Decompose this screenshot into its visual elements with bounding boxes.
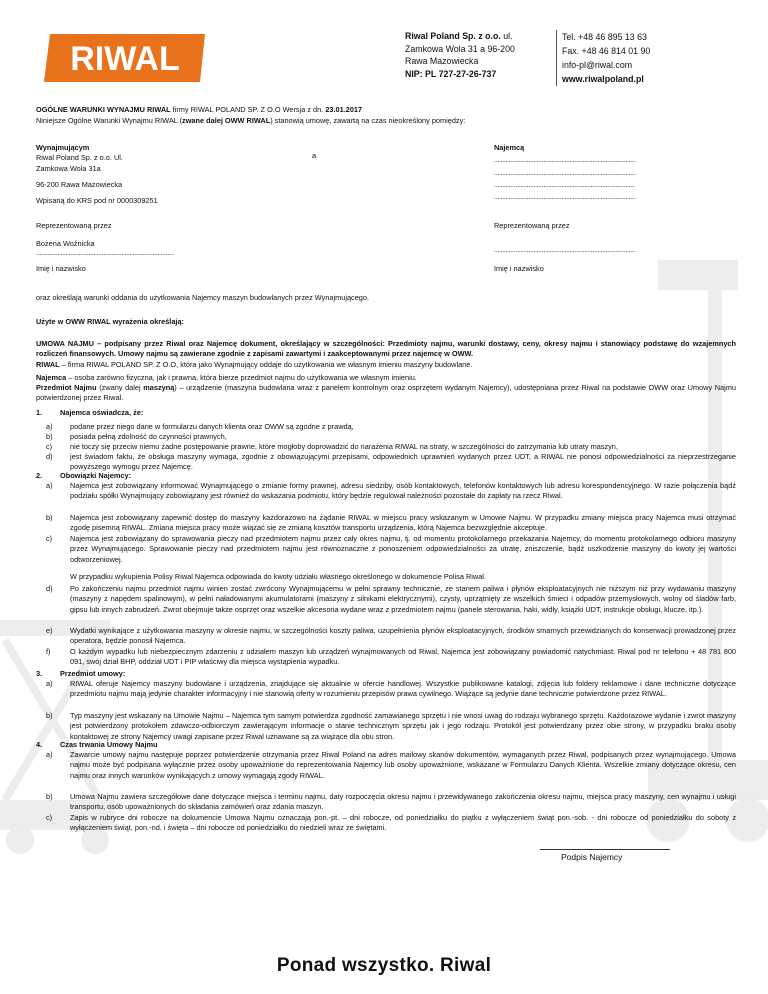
list-item: W przypadku wykupienia Polisy Riwal Najemca odpowiada do kwoty udziału własnego określonego w dokumencie Polisa Riwal. <box>70 572 486 581</box>
landlord-rep-dots: .................................................................................... <box>36 248 174 257</box>
list-marker: c) <box>46 442 53 451</box>
landlord-label: Wynajmującym <box>36 143 90 152</box>
logo-text: RIWAL <box>70 40 180 78</box>
list-marker: e) <box>46 626 53 635</box>
riwal-logo <box>40 28 210 88</box>
nip-number: NIP: PL 727-27-26-737 <box>405 68 497 79</box>
list-marker: b) <box>46 432 53 441</box>
landlord-line-2: Zamkowa Wola 31a <box>36 163 101 173</box>
definitions <box>36 339 736 404</box>
footer-slogan: Ponad wszystko. Riwal <box>276 955 492 976</box>
tenant-rep-field[interactable]: ...................................................................................... <box>494 245 636 254</box>
and-separator: a <box>312 151 317 160</box>
document-title <box>36 105 362 115</box>
section-4-title: Czas trwania Umowy Najmu <box>60 740 158 749</box>
landlord-krs: Wpisaną do KRS pod nr 0000309251 <box>36 196 158 206</box>
company-contact <box>556 30 650 86</box>
list-item: Zawarcie umowy najmu następuje poprzez potwierdzenie otrzymania przez Riwal Poland na adres mailowy skanów dokumentów, wymaganych przez Riwal, podpisanych przez wynajmującego. Umowa najmu może być podpisana wyłącznie przez osoby upoważnione do reprezentowania Najemcy lub osoby upoważnione, wskazane w Formularzu Danych Klienta. Wszelkie zmiany dotyczące okresu, cen najmu oraz innych warunków wynikających z umowy wymagają zgody RIWAL. <box>70 750 736 780</box>
section-2-number: 2. <box>36 471 43 480</box>
list-marker: a) <box>46 422 53 431</box>
list-marker: d) <box>46 584 53 593</box>
section-4-number: 4. <box>36 740 43 749</box>
list-marker: a) <box>46 750 53 759</box>
list-item: posiada pełną zdolność do czynności prawnych, <box>70 432 227 441</box>
definition-umowa-najmu: UMOWA NAJMU – podpisany przez Riwal oraz Najemcę dokument, określający w szczególności: Przedmioty najmu, warunki dostawy, ceny, okresy najmu i stanowiący podstawę do wzajemnych rozliczeń finansowych. Umowy najmu są zawierane zgodnie z zapisami zawartymi i zaakceptowanymi przez najemcę w OWW. <box>36 339 736 359</box>
list-item: podane przez niego dane w formularzu danych klienta oraz OWW są zgodne z prawdą, <box>70 422 354 431</box>
company-address <box>405 30 515 80</box>
landlord-line-1: Riwal Poland Sp. z o.o. Ul. <box>36 153 123 163</box>
landlord-rep-name: Bożena Woźnicka <box>36 239 95 248</box>
fax: Fax. +48 46 814 01 90 <box>562 46 651 56</box>
list-item: Wydatki wynikające z użytkowania maszyny w okresie najmu, w szczególności koszty paliwa, uzupełnienia płynów eksploatacyjnych, środków smarnych przewidzianych do konserwacji prowadzonej przez operatora, będzie ponosił Najemca. <box>70 626 736 646</box>
landlord-rep-label: Reprezentowaną przez <box>36 221 112 230</box>
list-item: jest świadom faktu, że obsługa maszyny wymaga, zgodnie z obowiązującymi przepisami, odpowiednich uprawnień wydanych przez UDT, a RIWAL nie ponosi odpowiedzialności za nieprzestrzeganie powyższego wymogu przez Najemcę. <box>70 452 736 472</box>
tenant-name-label: Imię i nazwisko <box>494 264 544 273</box>
list-item: Najemca jest zobowiązany informować Wynajmującego o zmianie formy prawnej, adresu siedziby, osób kontaktowych, telefonów kontaktowych lub adresu korespondencyjnego. W razie połączenia bądź podziału spółki Wynajmujący zobowiązany jest również do wskazania podmiotu, który będzie regulował należności pozostałe do zapłaty na rzecz Riwal. <box>70 481 736 501</box>
section-1-title: Najemca oświadcza, że: <box>60 408 144 417</box>
list-item: Zapis w rubryce dni robocze na dokumencie Umowa Najmu oznaczają pon.-pt. – dni robocze, od poniedziałku do piątku z wyłączeniem świąt pon.-sob. - dni robocze od poniedziałku do soboty z wyłączeniem świąt, pon.-nd. i święta – dni robocze od poniedziałku do niedzieli wraz ze świętami. <box>70 813 736 833</box>
list-marker: b) <box>46 711 53 720</box>
intro-text: Niniejsze Ogólne Warunki Wynajmu RIWAL (zwane dalej OWW RIWAL) stanowią umowę, zawartą na czas nieokreślony pomiędzy: <box>36 116 466 125</box>
definition-najemca: Najemca – osoba zarówno fizyczna, jak i prawna, która bierze przedmiot najmu do użytkowania we własnym imieniu. <box>36 372 417 382</box>
lead-text: oraz określają warunki oddania do użytkowania Najemcy maszyn budowlanych przez Wynajmującego. <box>36 293 370 302</box>
tenant-field-1[interactable]: ...................................................................................... <box>494 155 636 165</box>
tenant-field-3[interactable]: ...................................................................................... <box>494 179 636 189</box>
definition-riwal: RIWAL – firma RIWAL POLAND SP. Z O.O, która jako Wynajmujący oddaje do użytkowania we własnym imieniu maszyny budowlane. <box>36 359 473 369</box>
section-3-number: 3. <box>36 669 43 678</box>
title-date: 23.01.2017 <box>325 105 363 114</box>
list-marker: c) <box>46 534 53 543</box>
list-marker: a) <box>46 481 53 490</box>
section-3-title: Przedmiot umowy: <box>60 669 126 678</box>
tenant-label: Najemcą <box>494 143 525 152</box>
title-bold: OGÓLNE WARUNKI WYNAJMU RIWAL <box>36 105 171 114</box>
tenant-field-2[interactable]: ...................................................................................... <box>494 167 636 177</box>
tenant-field-4[interactable]: ...................................................................................... <box>494 192 636 202</box>
address-line-2: Rawa Mazowiecka <box>405 56 479 66</box>
landlord-line-3: 96-200 Rawa Mazowiecka <box>36 179 123 189</box>
signature-label: Podpis Najemcy <box>561 852 623 862</box>
title-rest: firmy RIWAL POLAND SP. Z O.O Wersja z dn. <box>170 105 326 114</box>
company-name: Riwal Poland Sp. z o.o. <box>405 31 501 41</box>
tenant-block <box>494 143 674 202</box>
list-marker: a) <box>46 679 53 688</box>
address-line-1: Zamkowa Wola 31 a 96-200 <box>405 43 515 54</box>
definition-przedmiot-najmu: Przedmiot Najmu (zwany dalej maszyną) – urządzenie (maszyna budowlana wraz z panelem kontrolnym oraz osprzętem wydanym Najemcy), udostępniana przez Riwal na podstawie OWW oraz Umowy Najmu potwierdzonej przez Riwal. <box>36 383 737 403</box>
list-item: O każdym wypadku lub niebezpiecznym zdarzeniu z udziałem maszyn lub urządzeń wynajmowanych od Riwal, Najemca jest zobowiązany powiadomić natychmiast: Riwal pod nr telefonu + 48 781 800 091, swój dział BHP, oddział UDT i PIP właściwy dla miejsca wystąpienia wypadku. <box>70 647 736 667</box>
tenant-rep-label: Reprezentowaną przez <box>494 221 570 230</box>
website-link[interactable]: www.riwalpoland.pl <box>562 74 644 84</box>
company-suffix: ul. <box>500 31 513 41</box>
section-2-title: Obowiązki Najemcy: <box>60 471 132 480</box>
telephone: Tel. +48 46 895 13 63 <box>562 32 647 42</box>
list-marker: d) <box>46 452 53 461</box>
list-item: Najemca jest zobowiązany do sprawowania pieczy nad przedmiotem najmu przez cały okres najmu, tj. od momentu protokolarnego przekazania Najemcy, do momentu protokolarnego odbioru maszyny przez Wynajmującego. Sprawowanie pieczy nad przedmiotem najmu jest równoznaczne z ponoszeniem odpowiedzialności za utratę, zniszczenie, bądź uszkodzenie maszyny do kwoty jej wartości odtworzeniowej. <box>70 534 736 564</box>
list-marker: f) <box>46 647 51 656</box>
list-item: Najemca jest zobowiązany zapewnić dostęp do maszyny każdorazowo na żądanie RIWAL w miejscu pracy wskazanym w Umowie Najmu. W przypadku zmiany miejsca pracy Najemca musi otrzymać zgodę pisemną RIWAL. Zmiana miejsca pracy może wiązać się ze zmianą kosztów transportu urządzenia, którą Najemca bezwzględnie akceptuje. <box>70 513 736 533</box>
email-link[interactable]: info-pl@riwal.com <box>562 60 633 70</box>
section-1-number: 1. <box>36 408 43 417</box>
landlord-name-label: Imię i nazwisko <box>36 264 86 273</box>
list-item: Umowa Najmu zawiera szczegółowe dane dotyczące miejsca i terminu najmu, daty rozpoczęcia okresu najmu i przewidywanego zakończenia okresu najmu, miejsca pracy maszyny, cen wynajmu i usługi transportu, osób upoważnionych do składania zamówień oraz zdania maszyn. <box>70 792 736 812</box>
signature-line[interactable] <box>540 849 670 850</box>
list-marker: c) <box>46 813 53 822</box>
list-item: RIWAL oferuje Najemcy maszyny budowlane i urządzenia, znajdujące się aktualnie w ofercie handlowej. Wszystkie publikowane katalogi, zdjęcia lub foldery reklamowe i dane techniczne dotyczące przedmiotu najmu mają jedynie charakter informacyjny i nie stanowią oferty w rozumieniu przepisów prawa cywilnego. Wiążące są jedynie dane techniczne potwierdzone przez RIWAL. <box>70 679 736 699</box>
terms-title: Użyte w OWW RIWAL wyrażenia określają: <box>36 317 185 326</box>
list-marker: b) <box>46 792 53 801</box>
list-item: nie toczy się przeciw niemu żadne postępowanie prawne, które mogłoby doprowadzić do narażenia RIWAL na straty, w szczególności do zatrzymania lub utraty maszyn, <box>70 442 618 451</box>
landlord-block <box>36 143 158 206</box>
list-marker: b) <box>46 513 53 522</box>
list-item: Typ maszyny jest wskazany na Umowie Najmu – Najemca tym samym potwierdza zgodność zamawianego sprzętu i nie wnosi uwag do rodzaju wybranego sprzętu. Każdorazowe wydanie i zwrot maszyny jest potwierdzony protokołem zdawczo-odbiorczym zawierającym informacje o stanie technicznym sprzętu jak i jego rodzaju. Protokół jest potwierdzany przez obie strony, w przypadku braku osoby kontaktowej ze strony Najemcy uwagi zapisane przez Riwal uznawane są za wiążące dla obu stron. <box>70 711 736 741</box>
list-item: Po zakończeniu najmu przedmiot najmu winien zostać zwrócony Wynajmującemu w pełni sprawny technicznie, ze stanem paliwa i płynów eksploatacyjnych nie niższym niż przy wydawaniu maszyny (maszyny z napędem spalinowym), w pełni naładowanymi akumulatorami (maszyny z silnikami elektrycznymi), czysty, uprzątnięty ze wszelkich śmieci i odpadów przemysłowych, wolny od śladów farb, gipsu lub innych zabrudzeń. Zwrot obejmuje także osprzęt oraz wszelkie akcesoria wydane wraz z przedmiotem najmu (panele sterowania, haki, widły, książki UDT, instrukcje obsługi, klucze, itp.). <box>70 584 736 614</box>
